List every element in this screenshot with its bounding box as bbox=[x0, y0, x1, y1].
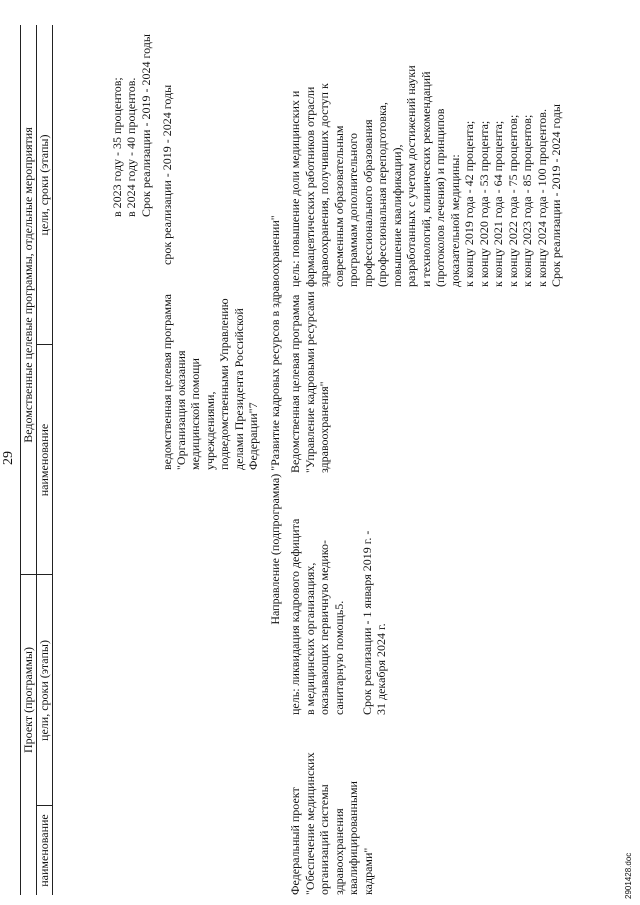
kadr-goals-line: к концу 2019 года - 42 процента; bbox=[462, 120, 476, 287]
project-goals-line: санитарную помощь5. bbox=[332, 600, 346, 715]
project-goals-line: цель: ликвидация кадрового дефицита bbox=[288, 518, 302, 715]
kadr-goals-line: (профессиональная переподготовка, bbox=[375, 102, 389, 287]
kadr-program-name-line: здравоохранения" bbox=[317, 381, 331, 473]
kadr-goals-line: цель: повышение доли медицинских и bbox=[288, 90, 302, 287]
kadr-goals-line: к концу 2021 года - 64 процента; bbox=[491, 120, 505, 287]
kadr-goals-line: повышение квалификации), bbox=[390, 144, 404, 287]
page-number: 29 bbox=[1, 451, 16, 465]
header-col-name: наименование bbox=[37, 814, 51, 887]
kadr-goals-line: к концу 2023 года - 85 процентов; bbox=[520, 114, 534, 287]
program-name-line: медицинской помощи bbox=[188, 358, 202, 470]
kadr-goals-line: здравоохранения, получивших доступ к bbox=[317, 83, 331, 287]
program-name-line: подведомственными Управлению bbox=[217, 298, 231, 470]
project-goals-line: оказывающих первичную медико- bbox=[317, 539, 331, 715]
kadr-goals-line: профессионального образования bbox=[361, 119, 375, 287]
project-name-line: здравоохранения bbox=[332, 808, 346, 895]
kadr-goals-line: Срок реализации - 2019 - 2024 годы bbox=[549, 104, 563, 287]
project-name-line: организаций системы bbox=[317, 784, 331, 895]
kadr-goals-line: (протоколов лечения) и принципов bbox=[433, 108, 447, 287]
kadr-program-name-line: "Управление кадровыми ресурсами bbox=[303, 291, 317, 473]
header-project-group: Проект (программы) bbox=[21, 647, 35, 753]
kadr-goals-line: современным образовательным bbox=[332, 125, 346, 287]
kadr-goals-line: к концу 2022 года - 75 процентов; bbox=[506, 114, 520, 287]
project-goals-line: Срок реализации - 1 января 2019 г. - bbox=[360, 530, 374, 715]
program-goals-line: срок реализации - 2019 - 2024 годы bbox=[160, 84, 174, 265]
kadr-program-name-line: Ведомственная целевая программа bbox=[288, 294, 302, 473]
program-name-line: "Организация оказания bbox=[174, 350, 188, 470]
project-name-line: кадрами" bbox=[361, 847, 375, 895]
kadr-goals-line: и технологий, клинических рекомендаций bbox=[419, 71, 433, 287]
goals-line: Срок реализации - 2019 - 2024 годы bbox=[139, 34, 153, 217]
project-name-line: Федеральный проект bbox=[288, 787, 302, 895]
kadr-goals-line: разработанных с учетом достижений науки bbox=[404, 65, 418, 287]
kadr-goals-line: фармацевтических работников отрасли bbox=[303, 86, 317, 287]
program-name-line: учреждениями, bbox=[203, 391, 217, 470]
section-title: Направление (подпрограмма) "Развитие кадровых ресурсов в здравоохранении" bbox=[268, 215, 282, 625]
header-col-goals: цели, сроки (этапы) bbox=[37, 640, 51, 741]
table-rule-header bbox=[52, 25, 53, 895]
project-name-line: "Обеспечение медицинских bbox=[303, 752, 317, 895]
program-name-line: Федерации"7 bbox=[246, 402, 260, 470]
project-goals-line: в медицинских организациях, bbox=[303, 562, 317, 715]
header-col-name-2: наименование bbox=[37, 423, 51, 497]
program-name-line: ведомственная целевая программа bbox=[160, 294, 174, 470]
header-departmental-group: Ведомственные целевые программы, отдельные мероприятия bbox=[21, 127, 35, 443]
kadr-goals-line: к концу 2024 года - 100 процентов. bbox=[535, 109, 549, 287]
project-name-line: квалифицированными bbox=[346, 781, 360, 895]
goals-line: в 2023 году - 35 процентов; bbox=[110, 77, 124, 217]
program-name-line: делами Президента Российской bbox=[232, 308, 246, 470]
footer-doc-code: 2901428.doc bbox=[624, 852, 633, 899]
kadr-goals-line: программам дополнительного bbox=[346, 133, 360, 287]
header-col-goals-2: цели, сроки (этапы) bbox=[37, 134, 51, 236]
goals-line: в 2024 году - 40 процентов. bbox=[124, 77, 138, 217]
project-goals-line: 31 декабря 2024 г. bbox=[374, 623, 388, 715]
kadr-goals-line: доказательной медицины: bbox=[448, 154, 462, 287]
kadr-goals-line: к концу 2020 года - 53 процента; bbox=[477, 120, 491, 287]
